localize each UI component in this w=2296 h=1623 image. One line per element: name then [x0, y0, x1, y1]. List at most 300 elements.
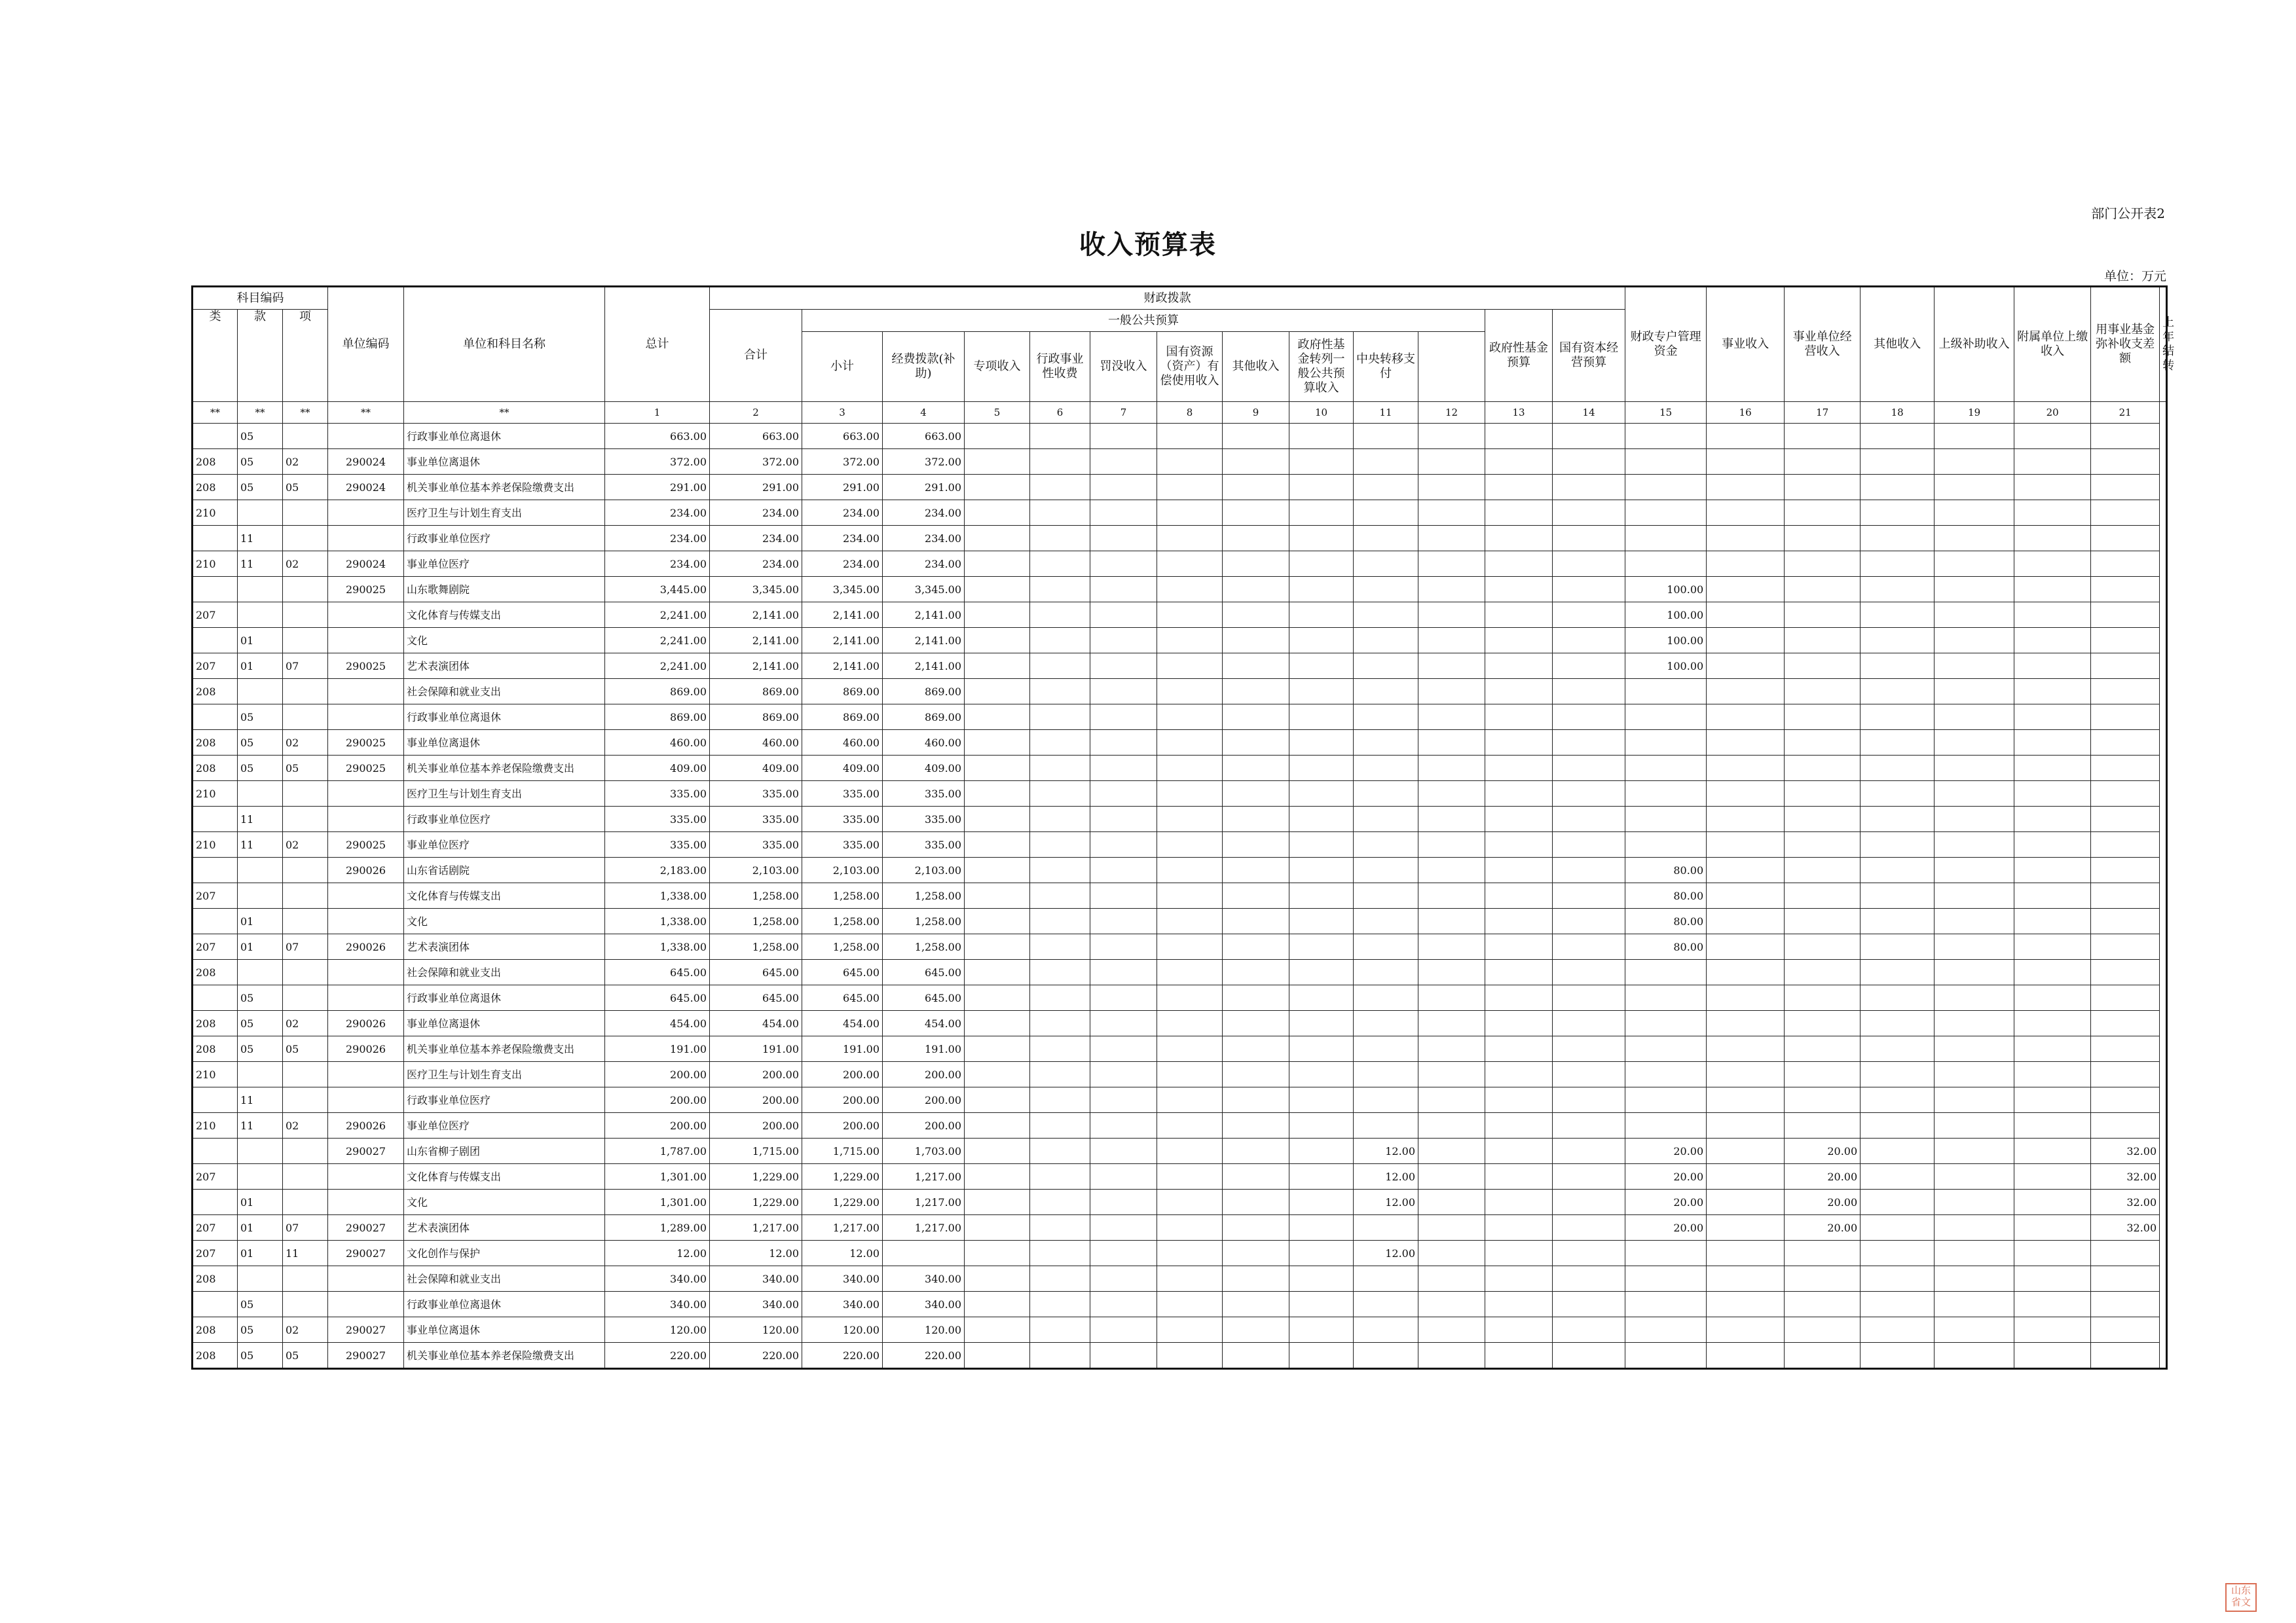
value-cell-col-2: 663.00 — [710, 424, 802, 449]
unit-name-cell: 机关事业单位基本养老保险缴费支出 — [404, 756, 605, 781]
value-cell-col-6 — [1030, 1241, 1090, 1266]
value-cell-col-12 — [1418, 730, 1485, 756]
value-cell-col-18 — [1861, 1343, 1935, 1369]
value-cell-col-17 — [1785, 602, 1861, 628]
value-cell-col-13 — [1485, 1215, 1553, 1241]
value-cell-col-11 — [1354, 679, 1418, 704]
header-number-cell: 20 — [2014, 402, 2091, 424]
value-cell-col-1: 454.00 — [605, 1011, 710, 1036]
value-cell-col-19 — [1935, 577, 2014, 602]
table-row — [193, 807, 2167, 832]
header-number-cell: ** — [238, 402, 283, 424]
value-cell-col-11 — [1354, 1215, 1418, 1241]
value-cell-col-17: 20.00 — [1785, 1190, 1861, 1215]
value-cell-col-9 — [1223, 1266, 1289, 1292]
lei-code-cell: 208 — [193, 475, 238, 500]
table-row — [193, 1266, 2167, 1292]
value-cell-col-1: 1,338.00 — [605, 883, 710, 909]
unit-code-cell — [328, 526, 404, 551]
header-col-9: 其他收入 — [1223, 332, 1289, 402]
value-cell-col-1: 335.00 — [605, 807, 710, 832]
value-cell-col-7 — [1090, 730, 1157, 756]
value-cell-col-7 — [1090, 526, 1157, 551]
header-kuan: 款 — [238, 310, 283, 402]
value-cell-col-18 — [1861, 1062, 1935, 1087]
value-cell-col-21 — [2091, 1036, 2160, 1062]
value-cell-col-5 — [965, 832, 1030, 858]
unit-name-cell: 行政事业单位离退休 — [404, 424, 605, 449]
value-cell-col-3: 869.00 — [802, 679, 883, 704]
value-cell-col-17 — [1785, 1062, 1861, 1087]
value-cell-col-18 — [1861, 1113, 1935, 1139]
table-row — [193, 1164, 2167, 1190]
value-cell-col-4: 2,141.00 — [883, 602, 965, 628]
value-cell-col-14 — [1553, 1113, 1625, 1139]
value-cell-col-21 — [2091, 1011, 2160, 1036]
unit-name-cell: 事业单位医疗 — [404, 551, 605, 577]
value-cell-col-18 — [1861, 704, 1935, 730]
header-col-18: 上级补助收入 — [1935, 287, 2014, 402]
xiang-code-cell — [283, 679, 328, 704]
value-cell-col-3: 1,715.00 — [802, 1139, 883, 1164]
value-cell-col-18 — [1861, 1164, 1935, 1190]
value-cell-col-9 — [1223, 602, 1289, 628]
value-cell-col-6 — [1030, 551, 1090, 577]
value-cell-col-21 — [2091, 653, 2160, 679]
value-cell-col-10 — [1289, 424, 1354, 449]
kuan-code-cell — [238, 602, 283, 628]
value-cell-col-2: 645.00 — [710, 960, 802, 985]
value-cell-col-5 — [965, 1087, 1030, 1113]
value-cell-col-11 — [1354, 628, 1418, 653]
value-cell-col-8 — [1157, 449, 1223, 475]
lei-code-cell — [193, 526, 238, 551]
value-cell-col-4: 340.00 — [883, 1292, 965, 1317]
value-cell-col-6 — [1030, 1011, 1090, 1036]
value-cell-col-9 — [1223, 1011, 1289, 1036]
value-cell-col-14 — [1553, 1036, 1625, 1062]
value-cell-col-15 — [1625, 704, 1707, 730]
value-cell-col-15: 80.00 — [1625, 909, 1707, 934]
xiang-code-cell — [283, 704, 328, 730]
value-cell-col-14 — [1553, 1215, 1625, 1241]
value-cell-col-14 — [1553, 577, 1625, 602]
value-cell-col-5 — [965, 1317, 1030, 1343]
value-cell-col-19 — [1935, 756, 2014, 781]
unit-name-cell: 事业单位离退休 — [404, 449, 605, 475]
value-cell-col-3: 12.00 — [802, 1241, 883, 1266]
value-cell-col-5 — [965, 1011, 1030, 1036]
value-cell-col-6 — [1030, 653, 1090, 679]
value-cell-col-6 — [1030, 756, 1090, 781]
xiang-code-cell: 02 — [283, 449, 328, 475]
value-cell-col-5 — [965, 500, 1030, 526]
value-cell-col-5 — [965, 1190, 1030, 1215]
value-cell-col-5 — [965, 756, 1030, 781]
value-cell-col-17 — [1785, 500, 1861, 526]
header-col-11: 中央转移支付 — [1354, 332, 1418, 402]
kuan-code-cell: 11 — [238, 832, 283, 858]
value-cell-col-19 — [1935, 1190, 2014, 1215]
value-cell-col-13 — [1485, 730, 1553, 756]
value-cell-col-1: 460.00 — [605, 730, 710, 756]
value-cell-col-9 — [1223, 500, 1289, 526]
value-cell-col-19 — [1935, 1317, 2014, 1343]
value-cell-col-12 — [1418, 858, 1485, 883]
kuan-code-cell: 05 — [238, 730, 283, 756]
value-cell-col-16 — [1707, 730, 1785, 756]
value-cell-col-5 — [965, 653, 1030, 679]
page-title: 收入预算表 — [1079, 229, 1217, 260]
value-cell-col-17 — [1785, 551, 1861, 577]
value-cell-col-3: 663.00 — [802, 424, 883, 449]
xiang-code-cell — [283, 807, 328, 832]
unit-code-cell: 290025 — [328, 756, 404, 781]
value-cell-col-7 — [1090, 1266, 1157, 1292]
table-row — [193, 909, 2167, 934]
value-cell-col-2: 1,258.00 — [710, 934, 802, 960]
value-cell-col-1: 3,445.00 — [605, 577, 710, 602]
value-cell-col-21 — [2091, 1113, 2160, 1139]
value-cell-col-3: 200.00 — [802, 1113, 883, 1139]
value-cell-col-17 — [1785, 960, 1861, 985]
value-cell-col-2: 200.00 — [710, 1087, 802, 1113]
value-cell-col-7 — [1090, 756, 1157, 781]
value-cell-col-10 — [1289, 756, 1354, 781]
value-cell-col-3: 2,141.00 — [802, 628, 883, 653]
value-cell-col-5 — [965, 475, 1030, 500]
xiang-code-cell: 07 — [283, 934, 328, 960]
value-cell-col-15: 20.00 — [1625, 1139, 1707, 1164]
value-cell-col-9 — [1223, 730, 1289, 756]
value-cell-col-1: 234.00 — [605, 500, 710, 526]
value-cell-col-20 — [2014, 756, 2091, 781]
value-cell-col-13 — [1485, 551, 1553, 577]
header-fiscal: 财政拨款 — [710, 287, 1625, 310]
value-cell-col-4: 234.00 — [883, 551, 965, 577]
value-cell-col-10 — [1289, 909, 1354, 934]
value-cell-col-21 — [2091, 858, 2160, 883]
value-cell-col-10 — [1289, 1139, 1354, 1164]
unit-name-cell: 艺术表演团体 — [404, 1215, 605, 1241]
value-cell-col-17 — [1785, 424, 1861, 449]
unit-name-cell: 山东省话剧院 — [404, 858, 605, 883]
value-cell-col-11 — [1354, 424, 1418, 449]
value-cell-col-11 — [1354, 1343, 1418, 1369]
table-row — [193, 602, 2167, 628]
value-cell-col-1: 1,301.00 — [605, 1164, 710, 1190]
value-cell-col-21 — [2091, 781, 2160, 807]
value-cell-col-4: 191.00 — [883, 1036, 965, 1062]
unit-name-cell: 医疗卫生与计划生育支出 — [404, 500, 605, 526]
header-xiang: 项 — [283, 310, 328, 402]
value-cell-col-2: 2,141.00 — [710, 653, 802, 679]
value-cell-col-1: 2,183.00 — [605, 858, 710, 883]
unit-name-cell: 文化 — [404, 628, 605, 653]
value-cell-col-7 — [1090, 1062, 1157, 1087]
value-cell-col-1: 1,338.00 — [605, 934, 710, 960]
header-number-cell: 2 — [710, 402, 802, 424]
value-cell-col-1: 2,241.00 — [605, 653, 710, 679]
value-cell-col-7 — [1090, 577, 1157, 602]
value-cell-col-5 — [965, 1241, 1030, 1266]
value-cell-col-17: 20.00 — [1785, 1215, 1861, 1241]
value-cell-col-1: 335.00 — [605, 832, 710, 858]
header-general-budget: 一般公共预算 — [802, 310, 1485, 332]
value-cell-col-18 — [1861, 449, 1935, 475]
value-cell-col-15 — [1625, 1292, 1707, 1317]
value-cell-col-6 — [1030, 1113, 1090, 1139]
value-cell-col-4: 645.00 — [883, 985, 965, 1011]
value-cell-col-8 — [1157, 1343, 1223, 1369]
value-cell-col-18 — [1861, 1317, 1935, 1343]
kuan-code-cell: 05 — [238, 1317, 283, 1343]
value-cell-col-13 — [1485, 1343, 1553, 1369]
lei-code-cell — [193, 1087, 238, 1113]
value-cell-col-13 — [1485, 704, 1553, 730]
value-cell-col-21 — [2091, 1292, 2160, 1317]
value-cell-col-13 — [1485, 628, 1553, 653]
value-cell-col-9 — [1223, 1292, 1289, 1317]
value-cell-col-7 — [1090, 424, 1157, 449]
value-cell-col-2: 1,217.00 — [710, 1215, 802, 1241]
value-cell-col-10 — [1289, 1215, 1354, 1241]
value-cell-col-10 — [1289, 551, 1354, 577]
value-cell-col-8 — [1157, 577, 1223, 602]
value-cell-col-6 — [1030, 832, 1090, 858]
value-cell-col-11 — [1354, 500, 1418, 526]
value-cell-col-9 — [1223, 781, 1289, 807]
value-cell-col-12 — [1418, 577, 1485, 602]
page-code: 部门公开表2 — [2091, 206, 2165, 221]
value-cell-col-9 — [1223, 1190, 1289, 1215]
value-cell-col-15: 100.00 — [1625, 602, 1707, 628]
value-cell-col-3: 1,258.00 — [802, 883, 883, 909]
value-cell-col-21 — [2091, 449, 2160, 475]
value-cell-col-20 — [2014, 551, 2091, 577]
value-cell-col-1: 12.00 — [605, 1241, 710, 1266]
value-cell-col-14 — [1553, 1241, 1625, 1266]
value-cell-col-4: 869.00 — [883, 704, 965, 730]
value-cell-col-6 — [1030, 704, 1090, 730]
value-cell-col-3: 340.00 — [802, 1266, 883, 1292]
value-cell-col-8 — [1157, 909, 1223, 934]
value-cell-col-9 — [1223, 1062, 1289, 1087]
value-cell-col-21: 32.00 — [2091, 1139, 2160, 1164]
value-cell-col-16 — [1707, 1011, 1785, 1036]
lei-code-cell: 207 — [193, 602, 238, 628]
value-cell-col-13 — [1485, 1266, 1553, 1292]
value-cell-col-13 — [1485, 909, 1553, 934]
value-cell-col-16 — [1707, 1292, 1785, 1317]
value-cell-col-8 — [1157, 1164, 1223, 1190]
lei-code-cell: 210 — [193, 832, 238, 858]
value-cell-col-2: 200.00 — [710, 1113, 802, 1139]
value-cell-col-21 — [2091, 704, 2160, 730]
value-cell-col-5 — [965, 909, 1030, 934]
value-cell-col-13 — [1485, 960, 1553, 985]
value-cell-col-5 — [965, 858, 1030, 883]
value-cell-col-12 — [1418, 449, 1485, 475]
value-cell-col-6 — [1030, 424, 1090, 449]
xiang-code-cell: 05 — [283, 1036, 328, 1062]
value-cell-col-19 — [1935, 449, 2014, 475]
value-cell-col-21 — [2091, 1087, 2160, 1113]
value-cell-col-17 — [1785, 985, 1861, 1011]
kuan-code-cell: 05 — [238, 756, 283, 781]
value-cell-col-17 — [1785, 781, 1861, 807]
value-cell-col-8 — [1157, 807, 1223, 832]
value-cell-col-11 — [1354, 883, 1418, 909]
unit-code-cell — [328, 1190, 404, 1215]
value-cell-col-1: 1,787.00 — [605, 1139, 710, 1164]
value-cell-col-6 — [1030, 1190, 1090, 1215]
value-cell-col-20 — [2014, 704, 2091, 730]
value-cell-col-7 — [1090, 1087, 1157, 1113]
header-number-row — [193, 402, 2167, 424]
value-cell-col-2: 372.00 — [710, 449, 802, 475]
kuan-code-cell — [238, 781, 283, 807]
value-cell-col-15 — [1625, 781, 1707, 807]
value-cell-col-3: 1,258.00 — [802, 909, 883, 934]
unit-name-cell: 机关事业单位基本养老保险缴费支出 — [404, 475, 605, 500]
value-cell-col-13 — [1485, 1190, 1553, 1215]
value-cell-col-12 — [1418, 424, 1485, 449]
value-cell-col-1: 2,241.00 — [605, 602, 710, 628]
value-cell-col-4: 1,258.00 — [883, 934, 965, 960]
value-cell-col-6 — [1030, 1343, 1090, 1369]
value-cell-col-17 — [1785, 628, 1861, 653]
value-cell-col-2: 220.00 — [710, 1343, 802, 1369]
value-cell-col-20 — [2014, 1266, 2091, 1292]
value-cell-col-19 — [1935, 551, 2014, 577]
value-cell-col-11 — [1354, 934, 1418, 960]
kuan-code-cell — [238, 1139, 283, 1164]
value-cell-col-13 — [1485, 1164, 1553, 1190]
seal-stamp: 山东 省文 — [2225, 1583, 2257, 1612]
unit-name-cell: 艺术表演团体 — [404, 653, 605, 679]
value-cell-col-10 — [1289, 1113, 1354, 1139]
value-cell-col-9 — [1223, 679, 1289, 704]
kuan-code-cell — [238, 1062, 283, 1087]
value-cell-col-6 — [1030, 449, 1090, 475]
value-cell-col-18 — [1861, 730, 1935, 756]
value-cell-col-14 — [1553, 602, 1625, 628]
kuan-code-cell: 01 — [238, 934, 283, 960]
kuan-code-cell — [238, 1266, 283, 1292]
unit-code-cell — [328, 679, 404, 704]
value-cell-col-13 — [1485, 858, 1553, 883]
value-cell-col-19 — [1935, 628, 2014, 653]
xiang-code-cell — [283, 500, 328, 526]
value-cell-col-3: 220.00 — [802, 1343, 883, 1369]
value-cell-col-4: 2,103.00 — [883, 858, 965, 883]
value-cell-col-6 — [1030, 526, 1090, 551]
header-col-8: 国有资源（资产）有偿使用收入 — [1157, 332, 1223, 402]
value-cell-col-14 — [1553, 551, 1625, 577]
unit-code-cell — [328, 883, 404, 909]
value-cell-col-10 — [1289, 730, 1354, 756]
value-cell-col-8 — [1157, 756, 1223, 781]
xiang-code-cell: 07 — [283, 1215, 328, 1241]
table-row — [193, 858, 2167, 883]
value-cell-col-3: 645.00 — [802, 960, 883, 985]
value-cell-col-16 — [1707, 1190, 1785, 1215]
value-cell-col-20 — [2014, 1139, 2091, 1164]
value-cell-col-1: 234.00 — [605, 551, 710, 577]
value-cell-col-16 — [1707, 832, 1785, 858]
value-cell-col-3: 460.00 — [802, 730, 883, 756]
value-cell-col-12 — [1418, 909, 1485, 934]
value-cell-col-5 — [965, 1292, 1030, 1317]
value-cell-col-21 — [2091, 1343, 2160, 1369]
value-cell-col-14 — [1553, 449, 1625, 475]
value-cell-col-17 — [1785, 1241, 1861, 1266]
value-cell-col-12 — [1418, 781, 1485, 807]
value-cell-col-18 — [1861, 1241, 1935, 1266]
value-cell-col-11 — [1354, 526, 1418, 551]
value-cell-col-20 — [2014, 934, 2091, 960]
value-cell-col-11 — [1354, 1113, 1418, 1139]
value-cell-col-16 — [1707, 934, 1785, 960]
unit-code-cell: 290024 — [328, 551, 404, 577]
lei-code-cell: 208 — [193, 1317, 238, 1343]
value-cell-col-9 — [1223, 1036, 1289, 1062]
value-cell-col-4: 372.00 — [883, 449, 965, 475]
header-col-13: 国有资本经营预算 — [1553, 310, 1625, 402]
value-cell-col-12 — [1418, 1113, 1485, 1139]
value-cell-col-13 — [1485, 1139, 1553, 1164]
value-cell-col-15 — [1625, 1343, 1707, 1369]
value-cell-col-11 — [1354, 577, 1418, 602]
value-cell-col-3: 1,229.00 — [802, 1164, 883, 1190]
value-cell-col-11 — [1354, 909, 1418, 934]
xiang-code-cell: 02 — [283, 730, 328, 756]
value-cell-col-15 — [1625, 475, 1707, 500]
value-cell-col-19 — [1935, 934, 2014, 960]
value-cell-col-19 — [1935, 1139, 2014, 1164]
lei-code-cell — [193, 807, 238, 832]
value-cell-col-21 — [2091, 679, 2160, 704]
value-cell-col-17 — [1785, 1266, 1861, 1292]
value-cell-col-12 — [1418, 1011, 1485, 1036]
header-number-cell: 10 — [1289, 402, 1354, 424]
unit-code-cell — [328, 704, 404, 730]
value-cell-col-13 — [1485, 1292, 1553, 1317]
kuan-code-cell: 05 — [238, 1011, 283, 1036]
value-cell-col-14 — [1553, 1266, 1625, 1292]
value-cell-col-15 — [1625, 679, 1707, 704]
value-cell-col-14 — [1553, 807, 1625, 832]
value-cell-col-18 — [1861, 985, 1935, 1011]
value-cell-col-21 — [2091, 985, 2160, 1011]
lei-code-cell — [193, 858, 238, 883]
value-cell-col-9 — [1223, 985, 1289, 1011]
value-cell-col-1: 200.00 — [605, 1113, 710, 1139]
value-cell-col-20 — [2014, 500, 2091, 526]
value-cell-col-21 — [2091, 628, 2160, 653]
value-cell-col-4: 200.00 — [883, 1087, 965, 1113]
unit-label: 单位：万元 — [2103, 269, 2166, 283]
value-cell-col-16 — [1707, 551, 1785, 577]
header-number-cell: 13 — [1485, 402, 1553, 424]
value-cell-col-16 — [1707, 475, 1785, 500]
unit-code-cell — [328, 909, 404, 934]
value-cell-col-15 — [1625, 526, 1707, 551]
value-cell-col-7 — [1090, 1190, 1157, 1215]
value-cell-col-2: 120.00 — [710, 1317, 802, 1343]
unit-code-cell: 290026 — [328, 858, 404, 883]
